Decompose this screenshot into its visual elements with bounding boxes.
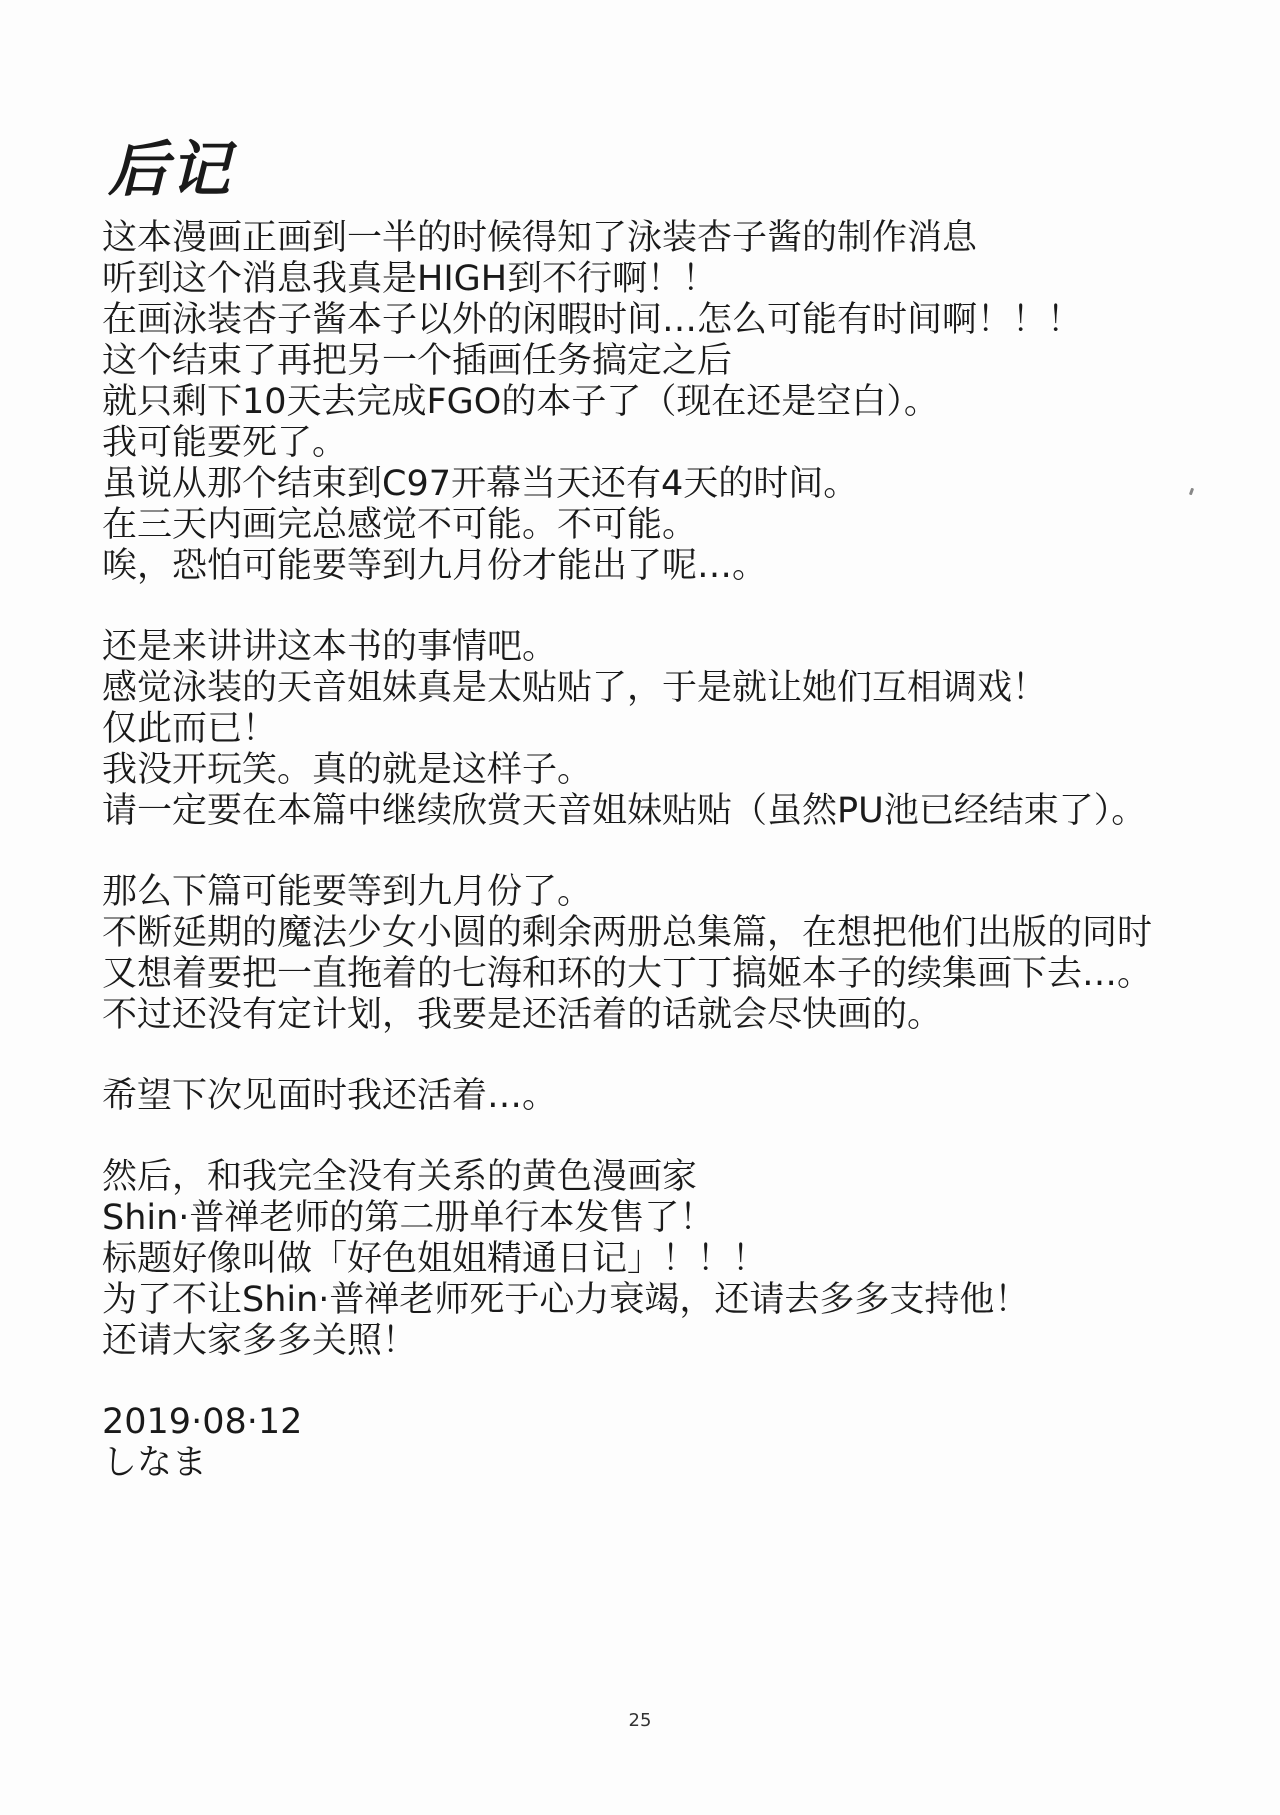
text-line: 不断延期的魔法少女小圆的剩余两册总集篇，在想把他们出版的同时 [102, 913, 1153, 953]
page-number: 25 [628, 1710, 652, 1731]
text-line: 虽说从那个结束到C97开幕当天还有4天的时间。 [102, 464, 859, 504]
text-line: 听到这个消息我真是HIGH到不行啊！！ [102, 259, 718, 299]
text-line: 仅此而已！ [102, 709, 278, 749]
paragraph-1 [102, 218, 1242, 587]
text-line: 我没开玩笑。真的就是这样子。 [102, 750, 593, 790]
text-line: Shin·普禅老师的第二册单行本发售了！ [102, 1198, 715, 1238]
text-line: 请一定要在本篇中继续欣赏天音姐妹贴贴（虽然PU池已经结束了）。 [102, 791, 1147, 831]
text-line: 不过还没有定计划，我要是还活着的话就会尽快画的。 [102, 995, 943, 1035]
paragraph-5 [102, 1157, 1242, 1362]
text-line: 标题好像叫做「好色姐姐精通日记」！！！ [102, 1239, 768, 1279]
text-line: 就只剩下10天去完成FGO的本子了（现在还是空白）。 [102, 382, 939, 422]
signature-author: しなま [102, 1443, 208, 1483]
paragraph-3 [102, 872, 1242, 1036]
page-title: 后记 [108, 135, 232, 206]
text-line: 那么下篇可能要等到九月份了。 [102, 872, 593, 912]
text-line: 感觉泳装的天音姐妹真是太贴贴了，于是就让她们互相调戏！ [102, 668, 1048, 708]
text-line: 为了不让Shin·普禅老师死于心力衰竭，还请去多多支持他！ [102, 1280, 1030, 1320]
text-line: 还请大家多多关照！ [102, 1321, 418, 1361]
text-line: 又想着要把一直拖着的七海和环的大丁丁搞姬本子的续集画下去…。 [102, 954, 1153, 994]
text-line: 希望下次见面时我还活着…。 [102, 1076, 558, 1116]
text-line: 在画泳装杏子酱本子以外的闲暇时间…怎么可能有时间啊！！！ [102, 300, 1083, 340]
text-line: 唉，恐怕可能要等到九月份才能出了呢…。 [102, 546, 768, 586]
text-line: 在三天内画完总感觉不可能。不可能。 [102, 505, 698, 545]
signature-block [102, 1402, 1242, 1484]
text-line: 这本漫画正画到一半的时候得知了泳装杏子酱的制作消息 [102, 218, 978, 258]
text-line: 这个结束了再把另一个插画任务搞定之后 [102, 341, 733, 381]
paragraph-2 [102, 627, 1242, 832]
paragraph-4 [102, 1076, 1242, 1117]
text-line: 还是来讲讲这本书的事情吧。 [102, 627, 558, 667]
signature-date: 2019·08·12 [102, 1402, 303, 1442]
text-line: 我可能要死了。 [102, 423, 348, 463]
afterword-body [102, 218, 1242, 1484]
text-line: 然后，和我完全没有关系的黄色漫画家 [102, 1157, 698, 1197]
